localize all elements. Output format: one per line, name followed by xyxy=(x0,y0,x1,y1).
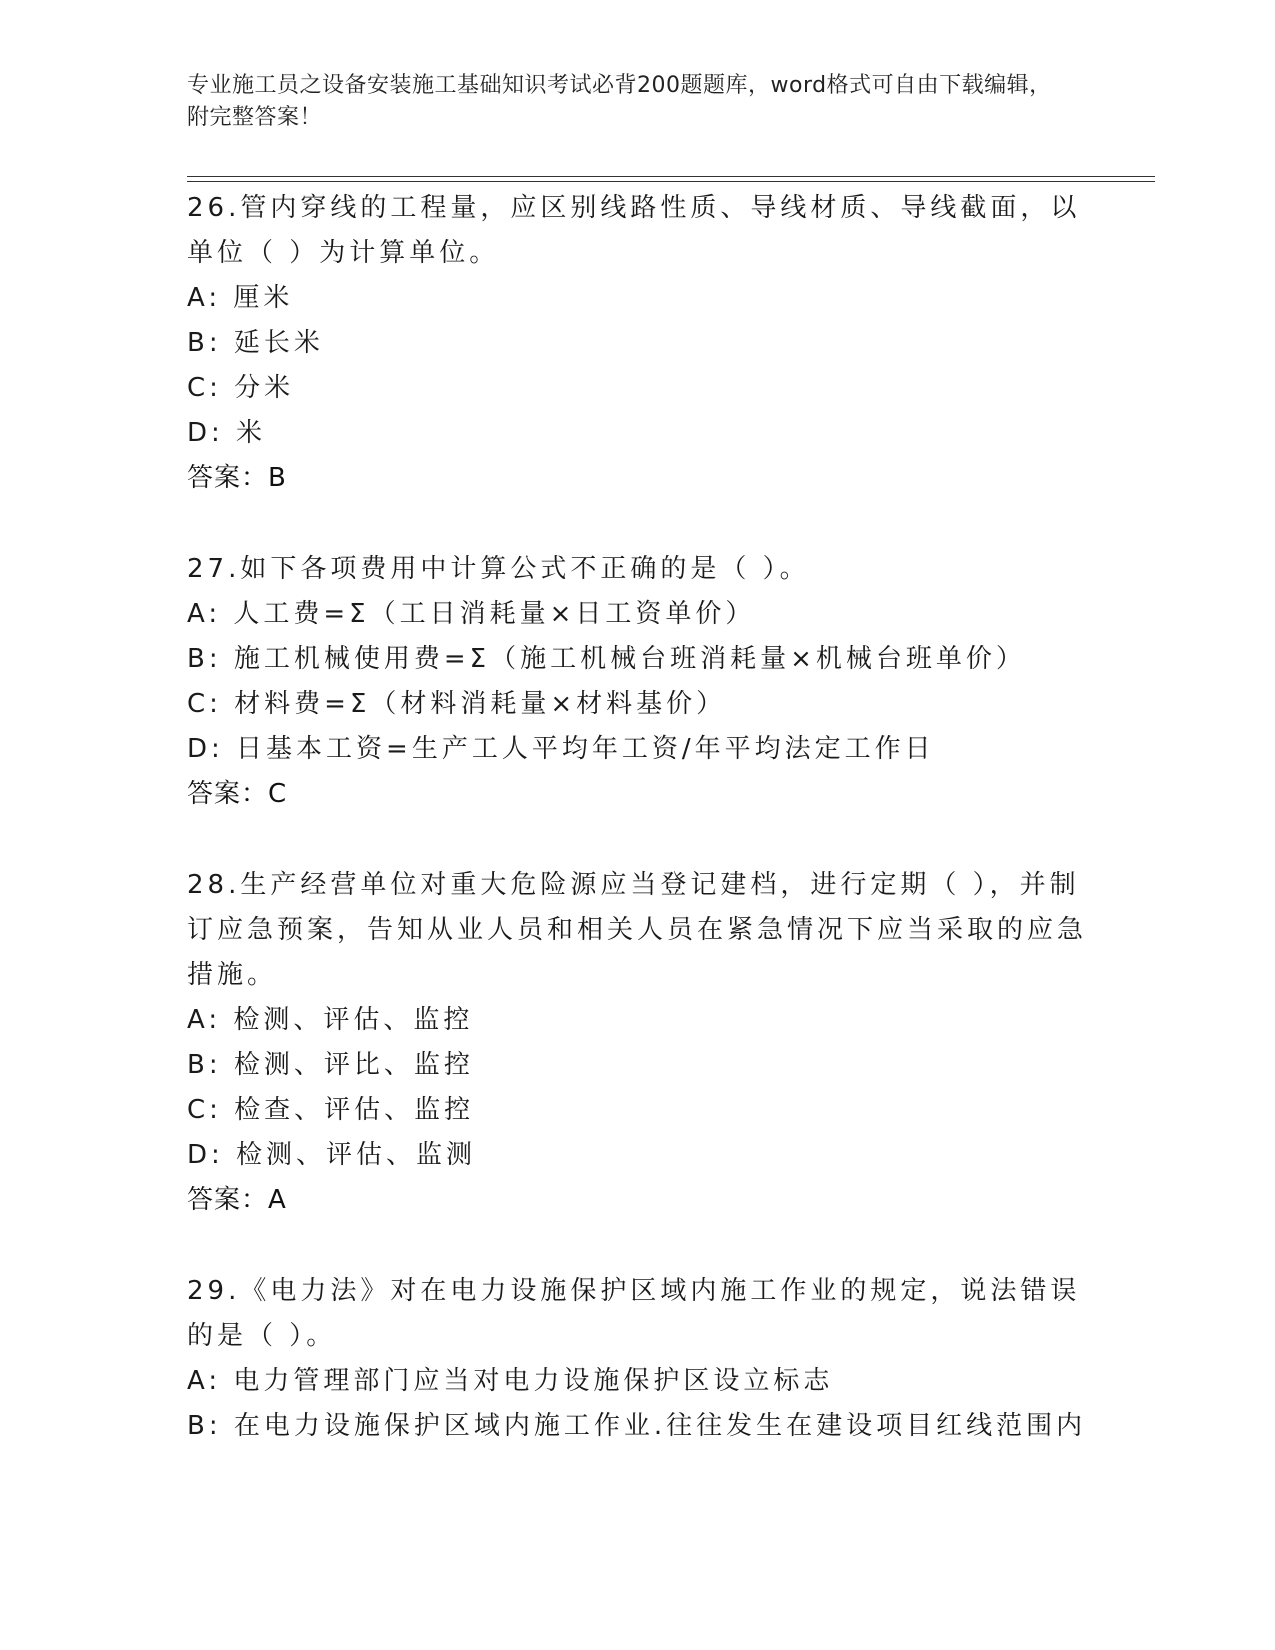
option-b: B: 延长米 xyxy=(187,328,324,358)
option-b: B: 施工机械使用费=Σ（施工机械台班消耗量×机械台班单价） xyxy=(187,644,1026,674)
header-divider-top xyxy=(187,176,1155,177)
question-27 xyxy=(187,547,1087,817)
question-stem: 29.《电力法》对在电力设施保护区域内施工作业的规定，说法错误的是（ ）。 xyxy=(187,1276,1081,1351)
option-d: D: 检测、评估、监测 xyxy=(187,1140,477,1170)
option-b: B: 在电力设施保护区域内施工作业.往往发生在建设项目红线范围内 xyxy=(187,1411,1087,1441)
question-stem: 27.如下各项费用中计算公式不正确的是（ ）。 xyxy=(187,554,810,584)
option-c: C: 检查、评估、监控 xyxy=(187,1095,475,1125)
option-c: C: 材料费=Σ（材料消耗量×材料基价） xyxy=(187,689,727,719)
question-29 xyxy=(187,1269,1087,1449)
answer-line: 答案：A xyxy=(187,1185,287,1215)
question-list xyxy=(187,186,1087,1495)
option-a: A: 电力管理部门应当对电力设施保护区设立标志 xyxy=(187,1366,834,1396)
option-a: A: 检测、评估、监控 xyxy=(187,1005,474,1035)
question-stem: 28.生产经营单位对重大危险源应当登记建档，进行定期（ ），并制订应急预案，告知从业人员和相关人员在紧急情况下应当采取的应急措施。 xyxy=(187,870,1088,990)
option-b: B: 检测、评比、监控 xyxy=(187,1050,474,1080)
header-divider-bottom xyxy=(187,181,1155,182)
option-d: D: 米 xyxy=(187,418,267,448)
option-a: A: 人工费=Σ（工日消耗量×日工资单价） xyxy=(187,599,756,629)
question-stem: 26.管内穿线的工程量，应区别线路性质、导线材质、导线截面，以单位（ ）为计算单位。 xyxy=(187,193,1081,268)
option-d: D: 日基本工资=生产工人平均年工资/年平均法定工作日 xyxy=(187,734,935,764)
answer-line: 答案：C xyxy=(187,779,288,809)
question-28 xyxy=(187,863,1087,1223)
document-header: 专业施工员之设备安装施工基础知识考试必背200题题库，word格式可自由下载编辑，附完整答案！ xyxy=(187,73,1052,130)
question-26 xyxy=(187,186,1087,501)
option-c: C: 分米 xyxy=(187,373,295,403)
answer-line: 答案：B xyxy=(187,463,287,493)
option-a: A: 厘米 xyxy=(187,283,294,313)
